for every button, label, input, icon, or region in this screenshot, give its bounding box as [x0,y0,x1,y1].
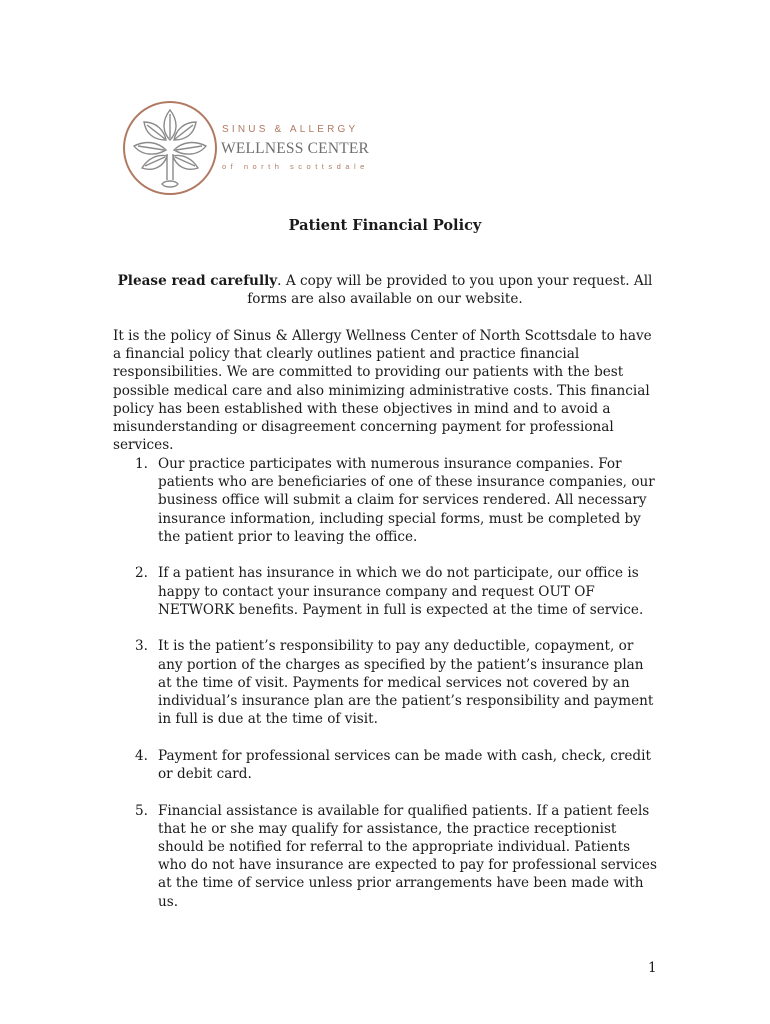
logo-text-sinus-allergy: SINUS & ALLERGY [222,124,359,135]
list-item [113,747,658,783]
list-item-text: If a patient has insurance in which we do not participate, our office is happy to contact your insurance company and request OUT OF NETWORK benefits. Payment in full is expected at the time of service. [158,565,644,618]
list-item-number: 4. [135,747,148,764]
intro-text: . A copy will be provided to you upon your request. All forms are also available on our website. [247,273,653,307]
intro-paragraph [100,272,670,308]
list-item-text: Financial assistance is available for qualified patients. If a patient feels that he or she may qualify for assistance, the practice receptionist should be notified for referral to the appropriate individual. Patients who do not have insurance are expected to pay for professional services at the time of service unless prior arrangements have been made with us. [158,802,657,910]
logo-text-wellness-center: WELLNESS CENTER [221,140,370,157]
list-item [113,802,658,911]
leaf-tree-logo-icon [120,98,220,198]
list-item-number: 2. [135,565,148,582]
list-item-text: Payment for professional services can be made with cash, check, credit or debit card. [158,747,651,783]
policy-paragraph: It is the policy of Sinus & Allergy Wellness Center of North Scottsdale to have a financial policy that clearly outlines patient and practice financial responsibilities. We are committed to providing our patients with the best possible medical care and also minimizing administrative costs. This financial policy has been established with these objectives in mind and to avoid a misunderstanding or disagreement concerning payment for professional services. [113,328,652,454]
list-item [113,637,658,728]
clinic-logo [120,98,370,198]
intro-bold-text: Please read carefully [117,273,278,289]
list-item-text: It is the patient’s responsibility to pay any deductible, copayment, or any portion of the charges as specified by the patient’s insurance plan at the time of visit. Payments for medical services not covered by an individual’s insurance plan are the patient’s responsibility and payment in full is due at the time of visit. [158,638,654,728]
list-item [113,564,658,619]
list-item [113,455,658,546]
page-number: 1 [648,960,657,976]
list-item-number: 3. [135,638,148,655]
list-item-text: Our practice participates with numerous insurance companies. For patients who are beneficiaries of one of these insurance companies, our business office will submit a claim for services rendered. All necessary insurance information, including special forms, must be completed by the patient prior to leaving the office. [158,456,655,545]
policy-list [113,455,658,929]
list-item-number: 1. [135,456,148,472]
page-title: Patient Financial Policy [288,217,482,234]
list-item-number: 5. [135,802,148,819]
logo-text-north-scottsdale: of north scottsdale [222,162,369,171]
